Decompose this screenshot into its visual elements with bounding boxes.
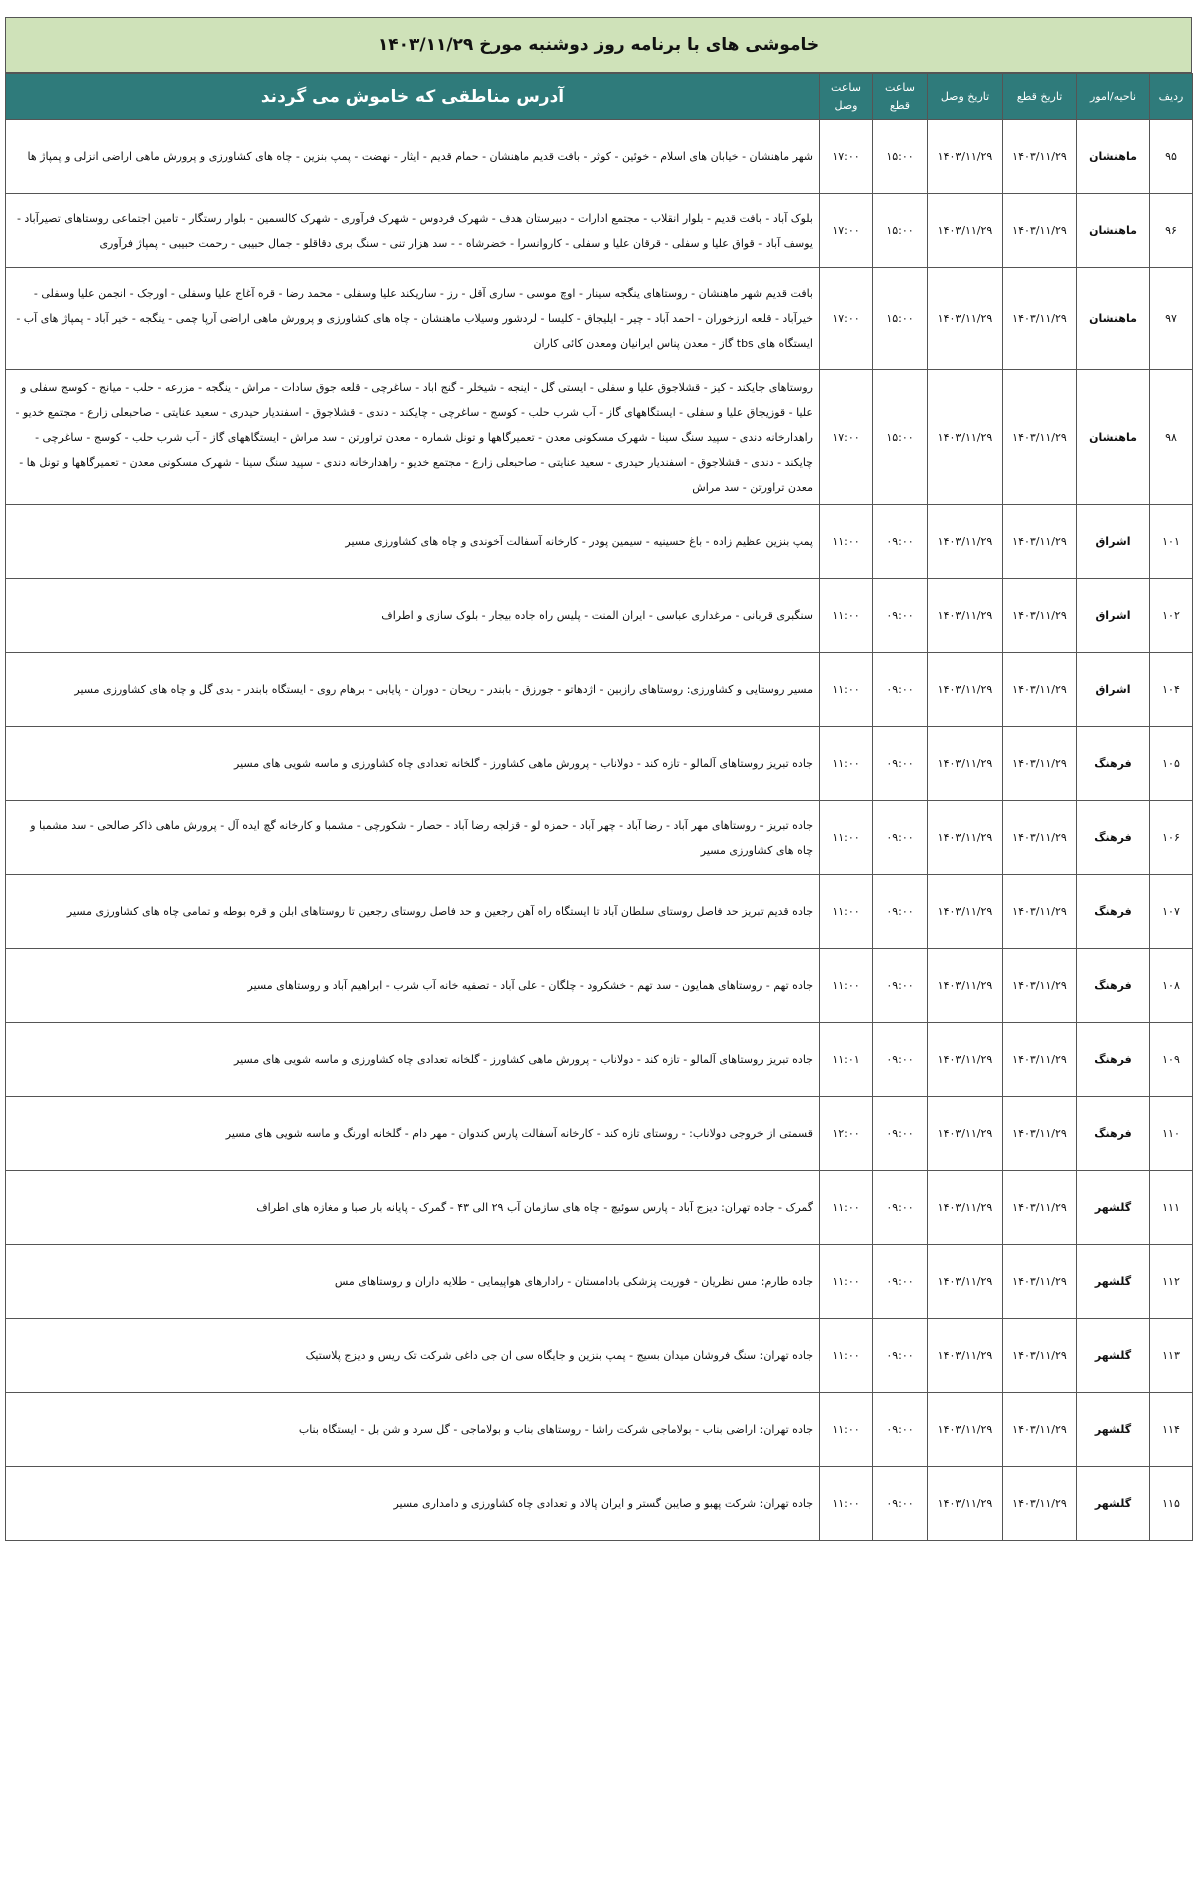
row-number: ۱۱۳ <box>1150 1319 1193 1393</box>
row-connect-date: ۱۴۰۳/۱۱/۲۹ <box>928 268 1003 370</box>
row-address: جاده تهم - روستاهای همایون - سد تهم - خشکرود - چلگان - علی آباد - تصفیه خانه آب شرب - ابراهیم آباد و روستاهای مسیر <box>6 949 820 1023</box>
row-cut-time: ۰۹:۰۰ <box>873 579 928 653</box>
table-header-row <box>6 74 1193 120</box>
row-number: ۱۰۸ <box>1150 949 1193 1023</box>
row-area: ماهنشان <box>1077 268 1150 370</box>
row-address: پمپ بنزین عظیم زاده - باغ حسینیه - سیمین پودر - کارخانه آسفالت آخوندی و چاه های کشاورزی مسیر <box>6 505 820 579</box>
row-number: ۹۷ <box>1150 268 1193 370</box>
row-connect-date: ۱۴۰۳/۱۱/۲۹ <box>928 1467 1003 1541</box>
row-connect-time: ۱۱:۰۰ <box>820 1171 873 1245</box>
row-connect-date: ۱۴۰۳/۱۱/۲۹ <box>928 727 1003 801</box>
table-row <box>6 1171 1193 1245</box>
row-address: مسیر روستایی و کشاورزی: روستاهای رازبین - اژدهاتو - جورزق - بابندر - ریحان - دوران - پایابی - برهام روی - ایستگاه بابندر - بدی گل و چاه های کشاورزی مسیر <box>6 653 820 727</box>
row-cut-date: ۱۴۰۳/۱۱/۲۹ <box>1003 875 1077 949</box>
row-connect-time: ۱۱:۰۰ <box>820 1393 873 1467</box>
row-number: ۱۱۵ <box>1150 1467 1193 1541</box>
row-number: ۱۰۱ <box>1150 505 1193 579</box>
row-connect-time: ۱۷:۰۰ <box>820 120 873 194</box>
row-area: ماهنشان <box>1077 194 1150 268</box>
row-area: فرهنگ <box>1077 801 1150 875</box>
table-body <box>6 120 1193 1541</box>
row-area: فرهنگ <box>1077 1023 1150 1097</box>
row-cut-time: ۰۹:۰۰ <box>873 1319 928 1393</box>
table-row <box>6 875 1193 949</box>
table-row <box>6 1245 1193 1319</box>
row-number: ۹۵ <box>1150 120 1193 194</box>
row-address: جاده تهران: اراضی بناب - بولاماجی شرکت راشا - روستاهای بناب و بولاماجی - گل سرد و شن بل - ایستگاه بناب <box>6 1393 820 1467</box>
row-number: ۱۱۰ <box>1150 1097 1193 1171</box>
row-number: ۱۰۵ <box>1150 727 1193 801</box>
table-row <box>6 727 1193 801</box>
row-address: گمرک - جاده تهران: دیزج آباد - پارس سوئیچ - چاه های سازمان آب ۲۹ الی ۴۳ - گمرک - پایانه بار صبا و مغازه های اطراف <box>6 1171 820 1245</box>
row-number: ۱۱۴ <box>1150 1393 1193 1467</box>
outage-sheet <box>5 17 1192 1541</box>
header-area: ناحیه/امور <box>1077 74 1150 120</box>
row-cut-time: ۰۹:۰۰ <box>873 949 928 1023</box>
row-connect-date: ۱۴۰۳/۱۱/۲۹ <box>928 194 1003 268</box>
row-address: جاده قدیم تبریز حد فاصل روستای سلطان آباد تا ایستگاه راه آهن رجعین و حد فاصل روستای رجعین تا روستاهای ابلن و قره بوطه و تمامی چاه های کشاورزی مسیر <box>6 875 820 949</box>
row-area: اشراق <box>1077 505 1150 579</box>
row-connect-date: ۱۴۰۳/۱۱/۲۹ <box>928 1097 1003 1171</box>
row-cut-time: ۰۹:۰۰ <box>873 1023 928 1097</box>
row-area: اشراق <box>1077 579 1150 653</box>
row-cut-date: ۱۴۰۳/۱۱/۲۹ <box>1003 1245 1077 1319</box>
row-connect-time: ۱۲:۰۰ <box>820 1097 873 1171</box>
row-cut-date: ۱۴۰۳/۱۱/۲۹ <box>1003 120 1077 194</box>
table-row <box>6 370 1193 505</box>
row-cut-date: ۱۴۰۳/۱۱/۲۹ <box>1003 801 1077 875</box>
row-cut-time: ۰۹:۰۰ <box>873 875 928 949</box>
row-connect-time: ۱۱:۰۰ <box>820 579 873 653</box>
table-row <box>6 1393 1193 1467</box>
row-cut-time: ۱۵:۰۰ <box>873 120 928 194</box>
table-row <box>6 1023 1193 1097</box>
row-area: گلشهر <box>1077 1319 1150 1393</box>
row-area: گلشهر <box>1077 1245 1150 1319</box>
row-address: جاده تبریز - روستاهای مهر آباد - رضا آباد - چهر آباد - حمزه لو - قزلجه رضا آباد - حصار - شکورچی - مشمبا و کارخانه گچ ایده آل - پرورش ماهی ذاکر صالحی - سد مشمبا و چاه های کشاورزی مسیر <box>6 801 820 875</box>
row-cut-date: ۱۴۰۳/۱۱/۲۹ <box>1003 370 1077 505</box>
row-address: سنگبری قربانی - مرغداری عباسی - ایران المنت - پلیس راه جاده بیجار - بلوک سازی و اطراف <box>6 579 820 653</box>
row-cut-time: ۰۹:۰۰ <box>873 505 928 579</box>
row-connect-time: ۱۱:۰۰ <box>820 1467 873 1541</box>
row-cut-date: ۱۴۰۳/۱۱/۲۹ <box>1003 1171 1077 1245</box>
row-area: ماهنشان <box>1077 370 1150 505</box>
header-connect-date: تاریخ وصل <box>928 74 1003 120</box>
header-row-number: ردیف <box>1150 74 1193 120</box>
row-cut-date: ۱۴۰۳/۱۱/۲۹ <box>1003 1023 1077 1097</box>
row-cut-date: ۱۴۰۳/۱۱/۲۹ <box>1003 1319 1077 1393</box>
row-connect-date: ۱۴۰۳/۱۱/۲۹ <box>928 653 1003 727</box>
row-cut-time: ۰۹:۰۰ <box>873 653 928 727</box>
row-cut-date: ۱۴۰۳/۱۱/۲۹ <box>1003 579 1077 653</box>
row-cut-time: ۰۹:۰۰ <box>873 727 928 801</box>
row-address: جاده تهران: سنگ فروشان میدان بسیج - پمپ بنزین و جایگاه سی ان جی داغی شرکت تک ریس و دیزج پلاستیک <box>6 1319 820 1393</box>
row-cut-date: ۱۴۰۳/۱۱/۲۹ <box>1003 268 1077 370</box>
header-address: آدرس مناطقی که خاموش می گردند <box>6 74 820 120</box>
row-connect-date: ۱۴۰۳/۱۱/۲۹ <box>928 370 1003 505</box>
row-connect-time: ۱۱:۰۰ <box>820 875 873 949</box>
row-connect-time: ۱۱:۰۰ <box>820 653 873 727</box>
row-number: ۱۰۴ <box>1150 653 1193 727</box>
row-cut-date: ۱۴۰۳/۱۱/۲۹ <box>1003 949 1077 1023</box>
row-area: گلشهر <box>1077 1171 1150 1245</box>
row-connect-date: ۱۴۰۳/۱۱/۲۹ <box>928 949 1003 1023</box>
row-cut-time: ۰۹:۰۰ <box>873 1393 928 1467</box>
table-row <box>6 579 1193 653</box>
row-cut-date: ۱۴۰۳/۱۱/۲۹ <box>1003 727 1077 801</box>
row-cut-time: ۰۹:۰۰ <box>873 1467 928 1541</box>
table-row <box>6 949 1193 1023</box>
row-connect-date: ۱۴۰۳/۱۱/۲۹ <box>928 801 1003 875</box>
table-row <box>6 194 1193 268</box>
row-connect-date: ۱۴۰۳/۱۱/۲۹ <box>928 1319 1003 1393</box>
row-connect-date: ۱۴۰۳/۱۱/۲۹ <box>928 1393 1003 1467</box>
row-connect-date: ۱۴۰۳/۱۱/۲۹ <box>928 875 1003 949</box>
table-row <box>6 120 1193 194</box>
row-number: ۱۰۲ <box>1150 579 1193 653</box>
table-row <box>6 505 1193 579</box>
table-row <box>6 1319 1193 1393</box>
header-connect-time: ساعت وصل <box>820 74 873 120</box>
row-area: فرهنگ <box>1077 1097 1150 1171</box>
row-cut-date: ۱۴۰۳/۱۱/۲۹ <box>1003 1393 1077 1467</box>
row-cut-time: ۰۹:۰۰ <box>873 1097 928 1171</box>
row-number: ۹۶ <box>1150 194 1193 268</box>
header-cut-time: ساعت قطع <box>873 74 928 120</box>
row-address: جاده طارم: مس نظریان - فوریت پزشکی بادامستان - رادارهای هواپیمایی - طلایه داران و روستاهای مس <box>6 1245 820 1319</box>
row-connect-time: ۱۱:۰۰ <box>820 727 873 801</box>
row-cut-time: ۱۵:۰۰ <box>873 268 928 370</box>
row-address: جاده تهران: شرکت پهبو و صایبن گستر و ایران پالاد و تعدادی چاه کشاورزی و دامداری مسیر <box>6 1467 820 1541</box>
row-address: قسمتی از خروجی دولاناب: - روستای تازه کند - کارخانه آسفالت پارس کندوان - مهر دام - گلخانه اورنگ و ماسه شویی های مسیر <box>6 1097 820 1171</box>
row-cut-date: ۱۴۰۳/۱۱/۲۹ <box>1003 653 1077 727</box>
row-connect-time: ۱۱:۰۰ <box>820 1245 873 1319</box>
row-number: ۱۰۹ <box>1150 1023 1193 1097</box>
row-area: ماهنشان <box>1077 120 1150 194</box>
row-connect-date: ۱۴۰۳/۱۱/۲۹ <box>928 1171 1003 1245</box>
row-area: گلشهر <box>1077 1467 1150 1541</box>
row-cut-time: ۰۹:۰۰ <box>873 1171 928 1245</box>
row-cut-time: ۱۵:۰۰ <box>873 194 928 268</box>
row-area: اشراق <box>1077 653 1150 727</box>
table-row <box>6 1467 1193 1541</box>
row-connect-time: ۱۷:۰۰ <box>820 268 873 370</box>
table-row <box>6 801 1193 875</box>
row-connect-time: ۱۱:۰۰ <box>820 801 873 875</box>
row-area: فرهنگ <box>1077 875 1150 949</box>
row-area: گلشهر <box>1077 1393 1150 1467</box>
row-connect-time: ۱۱:۰۰ <box>820 949 873 1023</box>
table-row <box>6 268 1193 370</box>
row-cut-time: ۱۵:۰۰ <box>873 370 928 505</box>
row-connect-date: ۱۴۰۳/۱۱/۲۹ <box>928 120 1003 194</box>
row-connect-time: ۱۷:۰۰ <box>820 370 873 505</box>
row-number: ۱۱۱ <box>1150 1171 1193 1245</box>
row-connect-date: ۱۴۰۳/۱۱/۲۹ <box>928 1245 1003 1319</box>
row-address: شهر ماهنشان - خیابان های اسلام - خوئین - کوثر - بافت قدیم ماهنشان - حمام قدیم - ایثار - نهضت - پمپ بنزین - چاه های کشاورزی و پرورش ماهی اراضی انزلی و پمپاژ ها <box>6 120 820 194</box>
row-connect-time: ۱۱:۰۰ <box>820 1319 873 1393</box>
row-address: جاده تبریز روستاهای آلمالو - تازه کند - دولاناب - پرورش ماهی کشاورز - گلخانه تعدادی چاه کشاورزی و ماسه شویی های مسیر <box>6 1023 820 1097</box>
row-cut-date: ۱۴۰۳/۱۱/۲۹ <box>1003 505 1077 579</box>
row-connect-time: ۱۱:۰۱ <box>820 1023 873 1097</box>
row-address: روستاهای جایکند - کیز - قشلاجوق علیا و سفلی - ایستی گل - اینجه - شیخلر - گنج اباد - ساغرچی - قلعه جوق سادات - مراش - ینگجه - مزرعه - حلب - میانج - کوسج سفلی و علیا - قوزیجاق علیا و سفلی - ایستگاههای گاز - آب شرب حلب - کوسج - ساغرچی - چایکند - دندی - قشلاجوق - اسفندیار حیدری - سعید عنایتی - صاحبعلی زارع - مجتمع خدیو - راهدارخانه دندی - سپید سنگ سینا - شهرک مسکونی معدن - تعمیرگاهها و تونل شماره - معدن تراورتن - سد مراش - ایستگاههای گاز - آب شرب حلب - کوسج - ساغرچی - چایکند - دندی - قشلاجوق - اسفندیار حیدری - سعید عنایتی - صاحبعلی زارع - مجتمع خدیو - راهدارخانه دندی - سپید سنگ سینا - شهرک مسکونی معدن - تعمیرگاهها و تونل ها - معدن تراورتن - سد مراش <box>6 370 820 505</box>
row-cut-date: ۱۴۰۳/۱۱/۲۹ <box>1003 1467 1077 1541</box>
page-title: خاموشی های با برنامه روز دوشنبه مورخ ۱۴۰۳/۱۱/۲۹ <box>5 17 1192 73</box>
row-connect-time: ۱۱:۰۰ <box>820 505 873 579</box>
row-area: فرهنگ <box>1077 949 1150 1023</box>
row-connect-date: ۱۴۰۳/۱۱/۲۹ <box>928 1023 1003 1097</box>
table-row <box>6 1097 1193 1171</box>
row-number: ۹۸ <box>1150 370 1193 505</box>
table-row <box>6 653 1193 727</box>
row-address: جاده تبریز روستاهای آلمالو - تازه کند - دولاناب - پرورش ماهی کشاورز - گلخانه تعدادی چاه کشاورزی و ماسه شویی های مسیر <box>6 727 820 801</box>
outage-table <box>5 73 1193 1541</box>
header-cut-date: تاریخ قطع <box>1003 74 1077 120</box>
row-connect-time: ۱۷:۰۰ <box>820 194 873 268</box>
row-address: بلوک آباد - بافت قدیم - بلوار انقلاب - مجتمع ادارات - دبیرستان هدف - شهرک فردوس - شهرک فرآوری - شهرک کالسمین - بلوار رستگار - تامین اجتماعی روستاهای تصیرآباد - یوسف آباد - قواق علیا و سفلی - قرقان علیا و سفلی - کاروانسرا - خضرشاه - - سد هزار تنی - سنگ بری دقاقلو - جمال حبیبی - رحمت حبیبی - پمپاژ فرآوری <box>6 194 820 268</box>
row-number: ۱۰۶ <box>1150 801 1193 875</box>
row-cut-date: ۱۴۰۳/۱۱/۲۹ <box>1003 194 1077 268</box>
row-number: ۱۱۲ <box>1150 1245 1193 1319</box>
row-number: ۱۰۷ <box>1150 875 1193 949</box>
row-cut-date: ۱۴۰۳/۱۱/۲۹ <box>1003 1097 1077 1171</box>
row-cut-time: ۰۹:۰۰ <box>873 801 928 875</box>
row-cut-time: ۰۹:۰۰ <box>873 1245 928 1319</box>
row-connect-date: ۱۴۰۳/۱۱/۲۹ <box>928 505 1003 579</box>
row-connect-date: ۱۴۰۳/۱۱/۲۹ <box>928 579 1003 653</box>
row-address: بافت قدیم شهر ماهنشان - روستاهای ینگجه سینار - اوچ موسی - ساری آقل - رز - ساریکند علیا وسفلی - محمد رضا - قره آغاج علیا وسفلی - اورجک - انجمن علیا وسفلی - خیرآباد - قلعه ارزخوران - احمد آباد - چیر - ایلیجاق - کلیسا - لردشور وسیلاب ماهنشان - چاه های کشاورزی و پرورش ماهی اراضی آرپا چمی - ینگجه - خیر آباد - پمپاژ های آب - ایستگاه های tbs گاز - معدن پناس ایرانیان ومعدن کائی کاران <box>6 268 820 370</box>
row-area: فرهنگ <box>1077 727 1150 801</box>
